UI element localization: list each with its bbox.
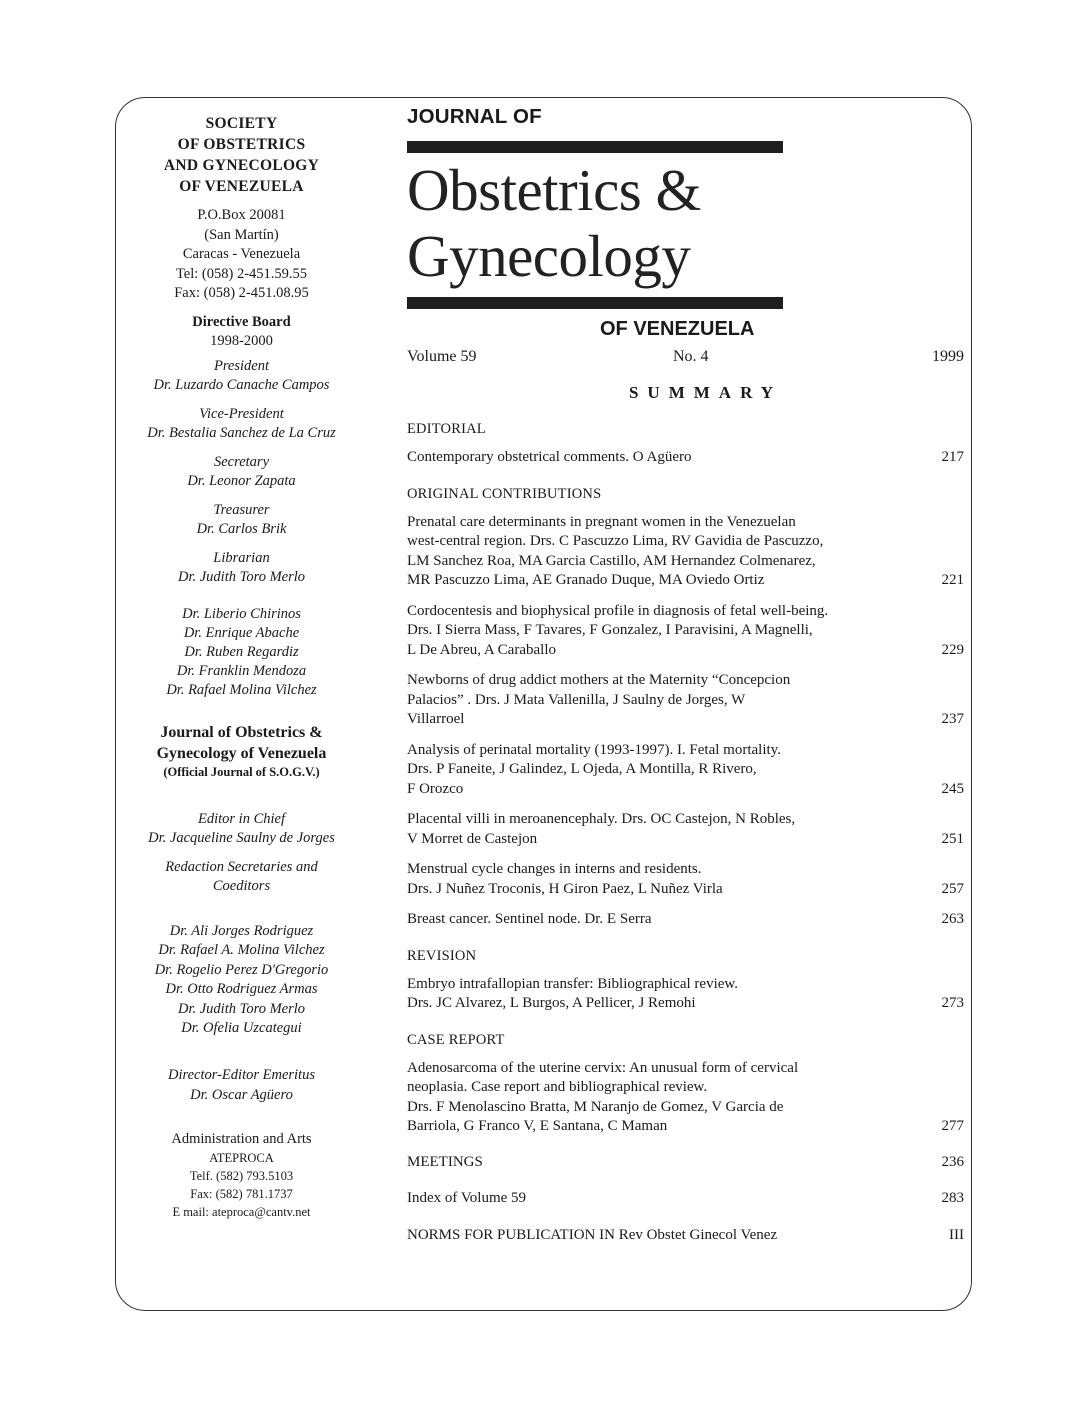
- toc-entry-line: Contemporary obstetrical comments. O Agüero: [407, 449, 692, 465]
- toc-entry-line: Drs. JC Alvarez, L Burgos, A Pellicer, J Remohi: [407, 995, 696, 1011]
- summary-heading: SUMMARY: [628, 383, 783, 402]
- toc-entry-line: Drs. J Nuñez Troconis, H Giron Paez, L Nuñez Virla: [407, 880, 723, 897]
- issue-number: No. 4: [673, 348, 709, 365]
- table-of-contents: [407, 421, 964, 1245]
- toc-entry: [407, 741, 964, 800]
- toc-entry-line: Palacios” . Drs. J Mata Vallenilla, J Saulny de Jorges, W: [407, 691, 746, 708]
- toc-entry-line: L De Abreu, A Caraballo: [407, 641, 556, 658]
- issue-year: 1999: [932, 348, 964, 365]
- toc-page-number: 263: [941, 911, 964, 927]
- toc-page-number: III: [949, 1226, 964, 1243]
- toc-entry: [407, 810, 964, 849]
- masthead-title-line2: Gynecology: [407, 223, 691, 289]
- masthead-rule-bottom: [407, 297, 783, 309]
- toc-entry-line: Newborns of drug addict mothers at the Maternity “Concepcion: [407, 672, 791, 688]
- toc-entry-line: Villarroel: [407, 711, 465, 727]
- toc-entry: [407, 448, 964, 468]
- toc-entry-line: neoplasia. Case report and bibliographical review.: [407, 1079, 708, 1095]
- toc-entry: [407, 602, 964, 661]
- toc-entry-line: Barriola, G Franco V, E Santana, C Maman: [407, 1118, 668, 1134]
- toc-entry-line: Analysis of perinatal mortality (1993-1997). I. Fetal mortality.: [407, 741, 781, 758]
- toc-page-number: 236: [941, 1153, 964, 1170]
- society-name: SOCIETY OF OBSTETRICS AND GYNECOLOGY OF VENEZUELA: [163, 115, 320, 195]
- toc-entry-line: Breast cancer. Sentinel node. Dr. E Serra: [407, 911, 652, 927]
- journal-official-note: (Official Journal of S.O.G.V.): [163, 764, 320, 779]
- main-content: [407, 105, 964, 1245]
- toc-entry-line: LM Sanchez Roa, MA Garcia Castillo, AM Hernandez Colmenarez,: [407, 552, 816, 569]
- volume-label: Volume 59: [407, 348, 477, 365]
- toc-page-number: 245: [941, 780, 964, 797]
- toc-norms: [407, 1226, 964, 1246]
- board-roles: [115, 357, 368, 587]
- toc-entry-line: Drs. F Menolascino Bratta, M Naranjo de Gomez, V Garcia de: [407, 1098, 784, 1115]
- director-editor-emeritus: Director-Editor Emeritus Dr. Oscar Agüero: [168, 1066, 315, 1103]
- toc-entry-line: west-central region. Drs. C Pascuzzo Lima, RV Gavidia de Pascuzzo,: [407, 533, 824, 549]
- toc-index: [407, 1189, 964, 1209]
- toc-index-label: Index of Volume 59: [407, 1190, 527, 1206]
- board-role: Treasurer Dr. Carlos Brik: [196, 501, 287, 537]
- toc-page-number: 229: [941, 641, 964, 658]
- toc-entry-line: Drs. I Sierra Mass, F Tavares, F Gonzalez, I Paravisini, A Magnelli,: [407, 622, 813, 638]
- toc-entry: [407, 1059, 964, 1137]
- masthead-title-line1: Obstetrics &: [407, 157, 701, 223]
- toc-page-number: 217: [941, 449, 964, 465]
- toc-page-number: 237: [941, 711, 964, 727]
- masthead-journal-of: JOURNAL OF: [407, 105, 542, 128]
- toc-page-number: 283: [941, 1190, 964, 1206]
- masthead-rule-top: [407, 141, 783, 153]
- society-contact: P.O.Box 20081 (San Martín) Caracas - Venezuela Tel: (058) 2-451.59.55 Fax: (058) 2-451.08.95: [174, 207, 309, 301]
- toc-entry: [407, 910, 964, 930]
- toc-page-number: 277: [941, 1118, 964, 1134]
- board-role: Secretary Dr. Leonor Zapata: [187, 453, 296, 489]
- issue-info: [407, 348, 964, 370]
- toc-entry: [407, 975, 964, 1014]
- journal-name: Journal of Obstetrics & Gynecology of Venezuela: [156, 723, 327, 762]
- toc-page-number: 251: [941, 830, 964, 847]
- editor-in-chief: Editor in Chief Dr. Jacqueline Saulny de Jorges: [148, 810, 335, 846]
- toc-meetings-label: MEETINGS: [407, 1153, 483, 1170]
- board-role: Vice-President Dr. Bestalia Sanchez de La Cruz: [147, 405, 336, 441]
- toc-page-number: 257: [941, 880, 964, 897]
- toc-entry-line: V Morret de Castejon: [407, 830, 538, 847]
- redaction-title: Redaction Secretaries and Coeditors: [165, 858, 318, 894]
- toc-entry: [407, 671, 964, 730]
- toc-entry-line: Adenosarcoma of the uterine cervix: An unusual form of cervical: [407, 1059, 799, 1076]
- toc-entry-line: Embryo intrafallopian transfer: Bibliographical review.: [407, 975, 738, 992]
- toc-entry: [407, 860, 964, 899]
- toc-section-heading: REVISION: [407, 947, 477, 964]
- toc-entry-line: F Orozco: [407, 780, 464, 797]
- redaction-names: Dr. Ali Jorges Rodriguez Dr. Rafael A. Molina Vilchez Dr. Rogelio Perez D'Gregorio Dr. Otto Rodriguez Armas Dr. Judith Toro Merlo Dr. Ofelia Uzcategui: [154, 922, 329, 1036]
- board-members: Dr. Liberio Chirinos Dr. Enrique Abache Dr. Ruben Regardiz Dr. Franklin Mendoza Dr. Rafael Molina Vilchez: [166, 605, 317, 698]
- toc-norms-label: NORMS FOR PUBLICATION IN Rev Obstet Ginecol Venez: [407, 1226, 778, 1243]
- toc-entry-line: Placental villi in meroanencephaly. Drs. OC Castejon, N Robles,: [407, 811, 796, 827]
- toc-page-number: 221: [941, 572, 964, 588]
- sidebar: [115, 113, 368, 1221]
- board-role: President Dr. Luzardo Canache Campos: [153, 357, 330, 393]
- toc-section-heading: CASE REPORT: [407, 1031, 505, 1048]
- board-role: Librarian Dr. Judith Toro Merlo: [177, 549, 306, 585]
- toc-entry-line: Drs. P Faneite, J Galindez, L Ojeda, A Montilla, R Rivero,: [407, 761, 757, 777]
- directive-board-title: Directive Board: [192, 313, 291, 330]
- toc-meetings: [407, 1153, 964, 1173]
- toc-section-heading: EDITORIAL: [407, 421, 486, 437]
- toc-entry: [407, 513, 964, 591]
- toc-entry-line: MR Pascuzzo Lima, AE Granado Duque, MA Oviedo Ortiz: [407, 572, 765, 588]
- toc-page-number: 273: [941, 995, 964, 1011]
- toc-entry-line: Prenatal care determinants in pregnant women in the Venezuelan: [407, 513, 796, 530]
- toc-entry-line: Cordocentesis and biophysical profile in diagnosis of fetal well-being.: [407, 602, 829, 619]
- administration: Administration and Arts ATEPROCA Telf. (582) 793.5103 Fax: (582) 781.1737 E mail: ateproca@cantv.net: [171, 1130, 312, 1219]
- directive-board-years: 1998-2000: [210, 332, 273, 349]
- toc-entry-line: Menstrual cycle changes in interns and residents.: [407, 861, 702, 877]
- masthead-of-venezuela: OF VENEZUELA: [600, 318, 755, 340]
- toc-section-heading: ORIGINAL CONTRIBUTIONS: [407, 485, 602, 502]
